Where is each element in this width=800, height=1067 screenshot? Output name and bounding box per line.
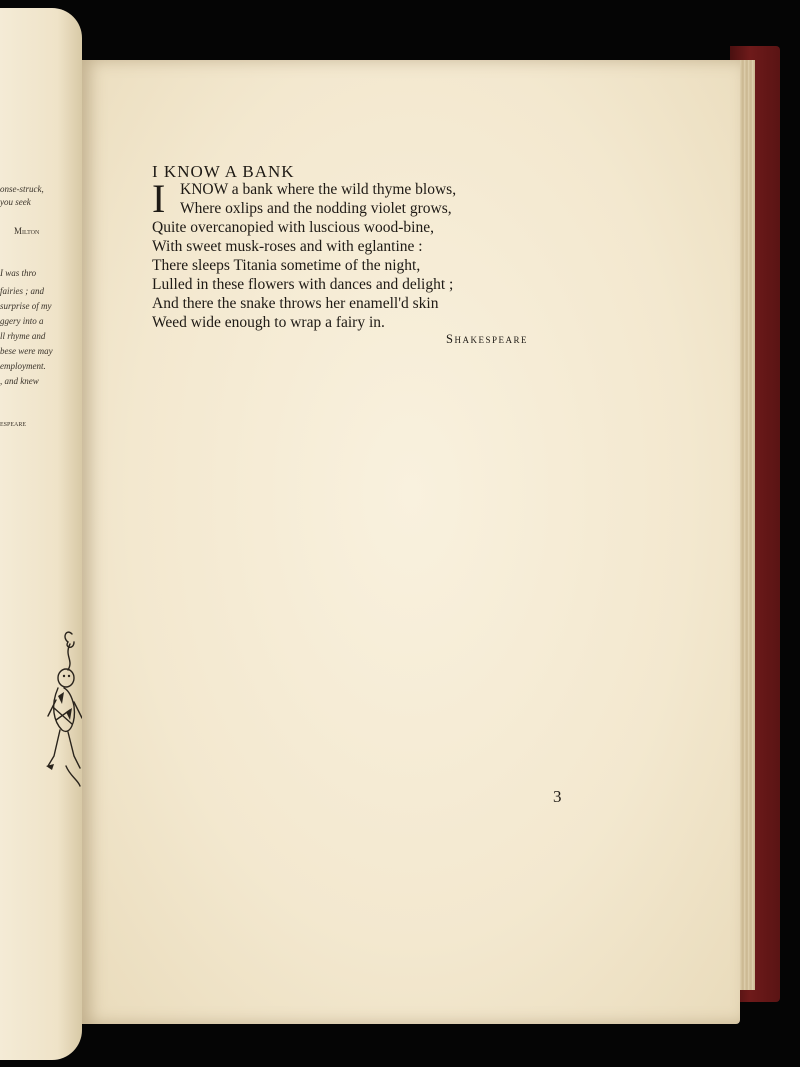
poem-line: And there the snake throws her enamell'd skin [152,295,439,312]
poem-line: With sweet musk-roses and with eglantine : [152,238,423,255]
poem-line: Where oxlips and the nodding violet grows, [180,200,452,217]
left-page [0,8,82,1060]
jester-illustration [44,626,82,796]
right-page [82,60,740,1024]
left-page-text: you seek [0,197,31,207]
poem-line: Lulled in these flowers with dances and delight ; [152,276,454,293]
poem-line: There sleeps Titania sometime of the night, [152,257,421,274]
left-page-text: , and knew [0,376,39,386]
left-page-text: fairies ; and [0,286,44,296]
left-page-attribution: Milton [14,226,40,236]
left-page-text: ll rhyme and [0,331,46,341]
left-page-text: onse-struck, [0,184,44,194]
poem-line: Quite overcanopied with luscious wood-bine, [152,219,434,236]
left-page-text: ggery into a [0,316,44,326]
drop-cap: I [152,176,166,221]
poem-line-text: KNOW a bank where the wild thyme blows, [180,181,457,198]
left-page-text: bese were may [0,346,53,356]
poem-body [152,176,572,332]
left-page-text: surprise of my [0,301,52,311]
left-page-text: employment. [0,361,46,371]
poem-line: Weed wide enough to wrap a fairy in. [152,314,385,331]
page-number: 3 [553,787,562,806]
left-page-text: I was thro [0,268,37,278]
poem-attribution: Shakespeare [446,332,528,346]
left-page-attribution: espeare [0,418,27,428]
poem-title: I KNOW A BANK [152,162,295,181]
